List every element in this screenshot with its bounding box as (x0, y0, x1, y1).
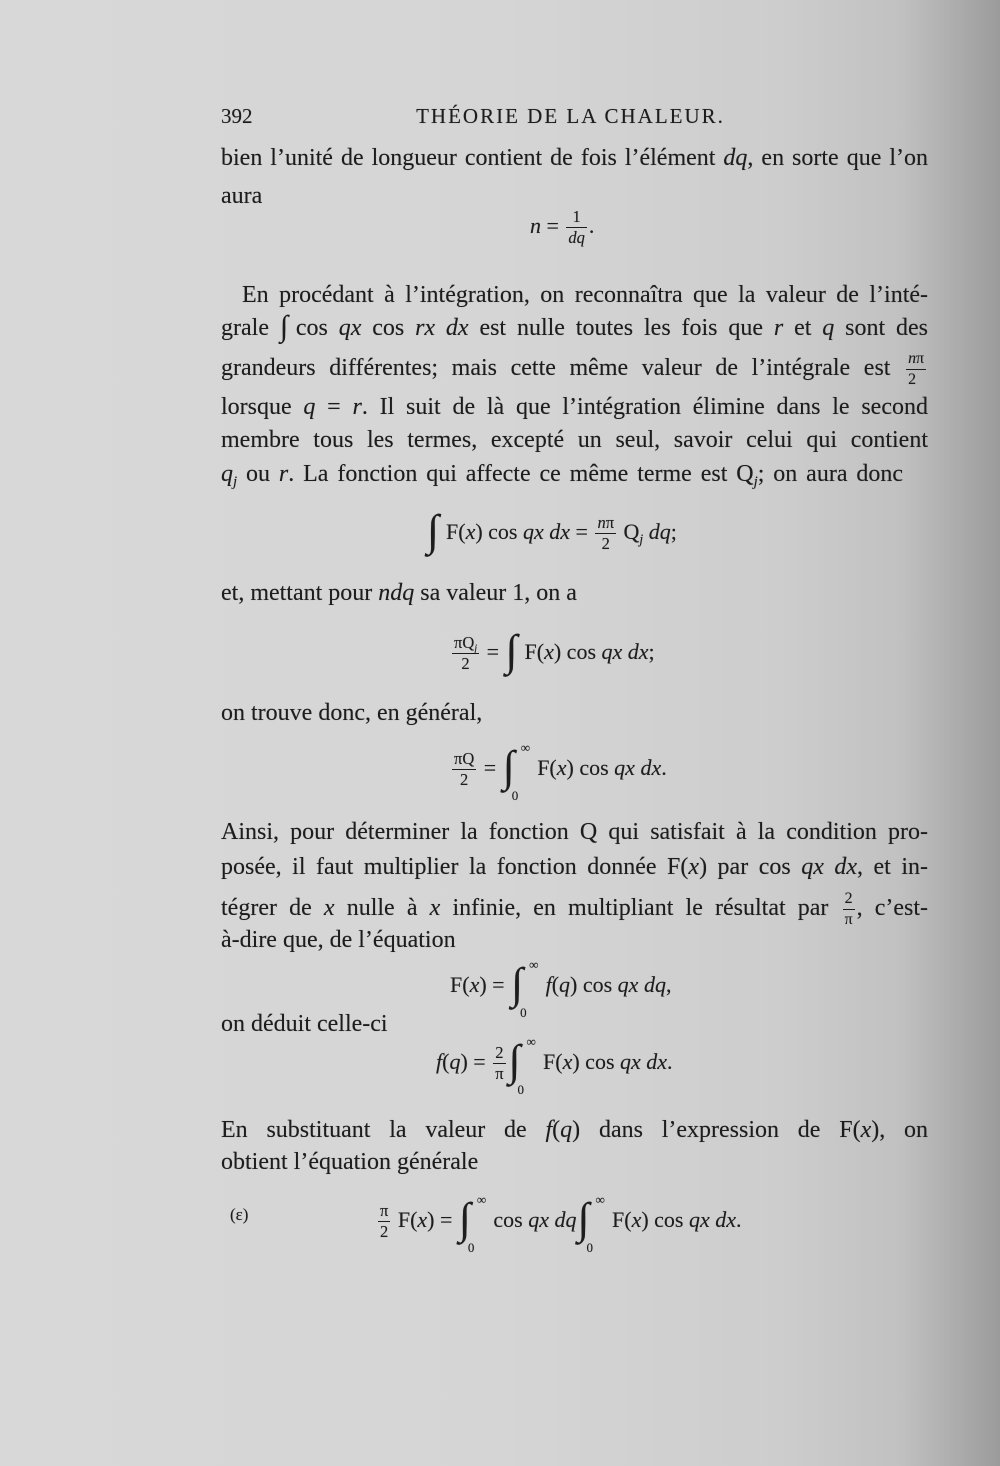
text-run: ) cos (570, 972, 618, 997)
equation-6 (436, 1032, 673, 1097)
math-italic: dq (648, 519, 671, 544)
math-italic: dx (445, 315, 469, 341)
math-italic: f (545, 972, 552, 997)
text-run: posée, il faut multiplier la fonction donnée F( (221, 854, 689, 880)
math-italic: dx (646, 1049, 668, 1074)
body-line-05 (221, 350, 928, 388)
text-run: à-dire que, de l’équation (221, 927, 456, 953)
fraction-numerator (595, 512, 616, 535)
body-line-10 (221, 698, 928, 728)
math-italic: x (562, 1049, 573, 1074)
subscript: j (233, 473, 238, 490)
integral-lower-limit: 0 (586, 1239, 593, 1255)
body-line-16 (221, 1115, 928, 1145)
text-run: ) = (479, 972, 511, 997)
text-run: . La fonction qui affecte ce même terme est Q (288, 461, 754, 487)
text-run: F( (524, 639, 545, 664)
text-run: En procédant à l’intégration, on reconnaîtra que la valeur de l’inté- (242, 282, 928, 308)
text-run: obtient l’équation générale (221, 1149, 479, 1175)
subscript: j (639, 531, 644, 547)
integral (502, 739, 531, 803)
fraction-denominator: π (844, 910, 853, 928)
text-run: Q (462, 632, 475, 652)
integral-sign: ∫ (502, 741, 515, 791)
text-run: lorsque (221, 394, 304, 420)
body-line-14 (221, 925, 928, 955)
fraction-numerator: π (378, 1203, 390, 1223)
text-run: F( (392, 1207, 418, 1232)
integral (279, 310, 294, 344)
text-run: et, mettant pour (221, 580, 379, 606)
text-run: = (570, 519, 594, 544)
math-italic: qx (528, 1207, 549, 1232)
fraction-denominator: 2 (380, 1222, 389, 1242)
fraction (378, 1200, 390, 1242)
math-italic: dq (554, 1207, 577, 1232)
math-italic: x (465, 519, 476, 544)
text-run: ) cos (566, 755, 615, 780)
body-line-17 (221, 1147, 928, 1177)
body-line-01 (221, 143, 928, 173)
text-run: ) cos (641, 1207, 689, 1232)
text-run: ) dans l’expression de F( (572, 1117, 861, 1143)
text-run: tégrer de (221, 894, 324, 921)
integral-lower-limit: 0 (517, 1081, 525, 1097)
fraction (566, 206, 587, 248)
text-run: . (661, 755, 667, 780)
fraction-denominator: dq (568, 228, 585, 248)
text-run: ) cos (572, 1049, 621, 1074)
text-run: nulle à (334, 894, 430, 921)
text-run: ) = (460, 1049, 492, 1074)
math-italic: dq (643, 972, 666, 997)
text-run: ) = (427, 1207, 458, 1232)
math-italic: qx (801, 854, 824, 880)
math-italic: rx (415, 315, 436, 341)
math-italic: r (352, 394, 362, 420)
math-italic: dx (640, 755, 662, 780)
fraction (906, 351, 926, 388)
math-italic: x (417, 1207, 428, 1232)
text-run: et (783, 315, 823, 341)
text-run: ( (552, 1117, 561, 1143)
math-italic: qx (601, 639, 623, 664)
body-line-12 (221, 852, 928, 882)
fraction-numerator (452, 748, 476, 771)
text-run: π (916, 350, 924, 367)
math-italic: q (822, 315, 835, 341)
text-run: membre tous les termes, excepté un seul, savoir celui qui contient (221, 427, 928, 453)
math-italic: dx (549, 519, 571, 544)
math-italic: x (544, 639, 554, 664)
math-italic: q (560, 1117, 573, 1143)
text-run (824, 854, 835, 880)
math-italic: x (429, 894, 441, 921)
fraction (595, 512, 616, 554)
text-run: grandeurs différentes; mais cette même valeur de l’intégrale est (221, 354, 905, 381)
math-italic: q (221, 461, 233, 487)
text-run: , et in- (857, 854, 929, 880)
text-run: π (454, 748, 463, 768)
math-italic: q (559, 972, 571, 997)
math-italic: dx (715, 1207, 737, 1232)
math-italic: f (436, 1049, 443, 1074)
text-run: = (541, 213, 565, 238)
text-run: on trouve donc, en général, (221, 700, 483, 726)
math-italic: r (773, 315, 784, 341)
text-run: ), on (871, 1117, 929, 1143)
text-run: aura (221, 183, 263, 209)
math-italic: ndq (378, 580, 415, 606)
math-italic: f (545, 1117, 553, 1143)
text-run: = (478, 755, 502, 780)
integral-upper-limit: ∞ (476, 1191, 487, 1207)
body-line-08 (221, 459, 903, 489)
fraction (843, 891, 855, 928)
text-run: = (315, 394, 353, 420)
math-italic: qx (617, 972, 639, 997)
integral-upper-limit: ∞ (529, 956, 539, 972)
integral-upper-limit: ∞ (595, 1191, 605, 1207)
math-italic: n (908, 350, 916, 367)
math-italic: x (860, 1117, 872, 1143)
text-run: est nulle toutes les fois que (468, 315, 774, 341)
running-title: THÉORIE DE LA CHALEUR. (416, 104, 725, 128)
equation-label: (ε) (230, 1205, 249, 1224)
math-italic: qx (522, 519, 544, 544)
integral-upper-limit: ∞ (520, 739, 530, 755)
equation-3 (450, 622, 655, 682)
page-number: 392 (221, 104, 253, 128)
equation-2 (426, 502, 677, 562)
fraction-numerator: 1 (566, 209, 587, 229)
integral (505, 625, 524, 679)
math-italic: x (631, 1207, 642, 1232)
math-italic: q (303, 394, 316, 420)
integral-lower-limit: 0 (511, 787, 519, 803)
math-italic: dx (834, 854, 858, 880)
body-line-03 (242, 280, 928, 310)
fraction-denominator: 2 (601, 534, 610, 554)
integral-sign: ∫ (577, 1193, 590, 1243)
fraction-denominator: 2 (908, 370, 916, 388)
math-italic: x (323, 894, 335, 921)
math-italic: qx (688, 1207, 710, 1232)
text-run: . (736, 1207, 742, 1232)
integral (508, 1033, 537, 1097)
text-run: , c’est- (856, 894, 929, 921)
math-italic: n (597, 512, 606, 532)
text-run (435, 315, 446, 341)
text-run: . (667, 1049, 673, 1074)
integral-sign: ∫ (508, 1035, 521, 1085)
text-run: Q (462, 748, 475, 768)
integral (577, 1191, 606, 1255)
text-run: . Il suit de là que l’intégration élimine dans le second (361, 394, 928, 420)
integral-upper-limit: ∞ (526, 1033, 536, 1049)
text-run: F( (606, 1207, 632, 1232)
text-run: infinie, en multipliant le résultat par (440, 894, 841, 921)
fraction-denominator: 2 (461, 654, 470, 674)
equation-7 (376, 1190, 742, 1255)
integral-sign: ∫ (427, 505, 440, 555)
text-run: π (605, 512, 615, 532)
text-run: π (454, 632, 463, 652)
text-run: ; (648, 639, 655, 664)
fraction-denominator: π (495, 1064, 504, 1084)
integral (427, 505, 445, 559)
text-run: = (481, 639, 505, 664)
math-italic: x (556, 755, 567, 780)
body-line-11 (221, 817, 928, 847)
text-run: F( (450, 972, 470, 997)
body-line-07 (221, 425, 928, 455)
text-run: ; (670, 519, 677, 544)
text-run: ) par cos (699, 854, 802, 880)
integral-lower-limit: 0 (467, 1239, 475, 1255)
text-run: Q (618, 519, 640, 544)
text-run: En substituant la valeur de (221, 1117, 546, 1143)
integral-sign: ∫ (511, 958, 524, 1008)
math-italic: qx (620, 1049, 641, 1074)
text-run: ; on aura donc (757, 461, 904, 487)
integral-sign: ∫ (458, 1193, 471, 1243)
text-run: , (665, 972, 672, 997)
text-run: ou (237, 461, 279, 487)
text-run: sont des (834, 315, 928, 341)
fraction-numerator (906, 351, 926, 370)
subscript: j (474, 643, 478, 655)
fraction (452, 748, 476, 790)
text-run: . (588, 213, 595, 238)
fraction-numerator: 2 (843, 891, 855, 910)
text-run: sa valeur 1, on a (414, 580, 577, 606)
fraction-numerator: 2 (493, 1045, 505, 1065)
math-italic: x (688, 854, 700, 880)
text-run: ( (551, 972, 560, 997)
body-line-06 (221, 392, 928, 422)
math-italic: qx (338, 315, 362, 341)
text-run: on déduit celle-ci (221, 1011, 388, 1037)
integral-sign: ∫ (279, 310, 289, 344)
integral (511, 956, 539, 1020)
math-italic: r (278, 461, 289, 487)
text-run: grale (221, 315, 280, 341)
text-run: ( (442, 1049, 450, 1074)
text-run: ) cos (553, 639, 602, 664)
math-italic: qx (614, 755, 635, 780)
text-run: , en sorte que l’on (747, 145, 928, 171)
math-italic: n (530, 213, 541, 238)
body-line-04 (221, 310, 928, 344)
text-run: cos (361, 315, 416, 341)
text-run: F( (531, 755, 557, 780)
text-run: F( (537, 1049, 563, 1074)
text-run: bien l’unité de longueur contient de fois l’élément (221, 145, 724, 171)
integral-lower-limit: 0 (520, 1004, 527, 1020)
subscript: j (753, 473, 758, 490)
math-italic: dx (627, 639, 649, 664)
body-line-09 (221, 578, 928, 608)
fraction (452, 632, 479, 674)
text-run: Ainsi, pour déterminer la fonction Q qui satisfait à la condition pro- (221, 819, 928, 845)
integral-sign: ∫ (505, 625, 518, 675)
math-italic: q (449, 1049, 461, 1074)
equation-1 (530, 196, 594, 256)
equation-4 (450, 738, 667, 803)
math-italic: dq (723, 145, 748, 171)
text-run: F( (446, 519, 466, 544)
text-run: cos (487, 1207, 529, 1232)
fraction (493, 1042, 505, 1084)
integral (458, 1191, 487, 1255)
body-line-13 (221, 890, 929, 928)
math-italic: x (469, 972, 480, 997)
fraction-denominator: 2 (460, 770, 469, 790)
fraction-numerator (452, 632, 479, 655)
text-run: ) cos (475, 519, 523, 544)
text-run: cos (295, 315, 339, 341)
equation-5 (450, 955, 672, 1020)
